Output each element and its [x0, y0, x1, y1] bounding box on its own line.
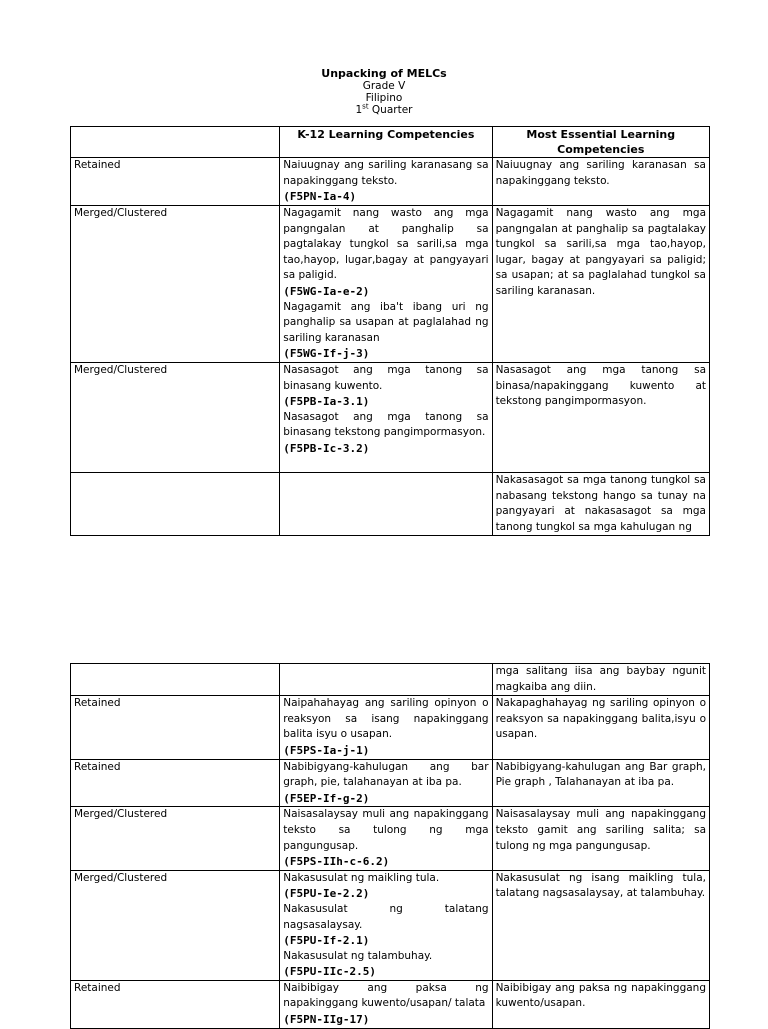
competency-text: Nakasusulat ng talambuhay.: [283, 949, 433, 962]
competency-text: Naisasalaysay muli ang napakinggang teksto sa tulong ng mga pangungusap.: [283, 808, 489, 852]
competency-code: (F5PS-IIh-c-6.2): [283, 855, 390, 869]
competency-text: Nagagamit ang iba't ibang uri ng panghalip sa usapan at paglalahad ng sariling karanasan: [283, 300, 489, 344]
table-row: [71, 472, 710, 535]
competency-text: Naibibigay ang paksa ng napakinggang kuwento/usapan/ talata: [283, 981, 489, 1010]
melc-cell: Nakapaghahayag ng sariling opinyon o reaksyon sa napakinggang balita,isyu o usapan.: [492, 696, 709, 759]
competency-code: (F5EP-If-g-2): [283, 791, 370, 805]
document-title: Unpacking of MELCs: [321, 67, 447, 80]
competency-text: Nakasusulat ng talatang nagsasalaysay.: [283, 902, 489, 931]
competency-code: (F5PU-Ie-2.2): [283, 887, 370, 901]
competency-text: Nabibigyang-kahulugan ang bar graph, pie, talahanayan at iba pa.: [283, 760, 489, 789]
status-cell: Merged/Clustered: [71, 206, 280, 363]
status-cell: Retained: [71, 696, 280, 759]
melc-cell: Nasasagot ang mga tanong sa binasa/napakinggang kuwento at tekstong pangimpormasyon.: [492, 362, 709, 472]
table-row: [71, 696, 710, 759]
competency-code: (F5PU-If-2.1): [283, 934, 370, 948]
k12-competency-cell: [280, 696, 492, 759]
competency-text: Nagagamit nang wasto ang mga pangngalan at panghalip sa pagtalakay tungkol sa sarili,sa mga tao,hayop, lugar,bagay at pangyayari sa paligid.: [283, 207, 489, 282]
competency-text: Nasasagot ang mga tanong sa binasang kuwento.: [283, 363, 489, 392]
k12-competency-cell: [280, 472, 492, 535]
document-header: [0, 68, 768, 116]
k12-competency-cell: [280, 158, 492, 206]
header-status: [71, 127, 280, 158]
melc-cell: Naisasalaysay muli ang napakinggang teksto gamit ang sariling salita; sa tulong ng mga pangungusap.: [492, 807, 709, 870]
competency-code: (F5PU-IIc-2.5): [283, 965, 376, 979]
k12-competency-cell: [280, 759, 492, 807]
competency-text: Nakasusulat ng maikling tula.: [283, 871, 440, 884]
competency-code: (F5PB-Ia-3.1): [283, 395, 370, 409]
melc-cell: Nakasasagot sa mga tanong tungkol sa nabasang tekstong hango sa tunay na pangyayari at nakasasagot sa mga tanong tungkol sa mga kahulugan ng: [492, 472, 709, 535]
table-row: [71, 206, 710, 363]
competency-code: (F5WG-If-j-3): [283, 347, 370, 361]
melc-cell: Naiuugnay ang sariling karanasan sa napakinggang teksto.: [492, 158, 709, 206]
melc-table-page-2: [70, 663, 710, 1029]
status-cell: Merged/Clustered: [71, 870, 280, 980]
quarter-label: 1st Quarter: [355, 102, 413, 116]
header-melc: Most Essential Learning Competencies: [492, 127, 709, 158]
status-cell: Retained: [71, 759, 280, 807]
competency-text: Nasasagot ang mga tanong sa binasang tekstong pangimpormasyon.: [283, 410, 489, 439]
table-row: [71, 980, 710, 1028]
competency-text: Naiuugnay ang sariling karanasang sa napakinggang teksto.: [283, 159, 489, 187]
status-cell: [71, 664, 280, 696]
k12-competency-cell: [280, 362, 492, 472]
k12-competency-cell: [280, 870, 492, 980]
table-row: [71, 807, 710, 870]
table-row: [71, 759, 710, 807]
melc-cell: Nagagamit nang wasto ang mga pangngalan at panghalip sa pagtalakay tungkol sa sarili,sa mga tao,hayop, lugar, bagay at pangyayari sa paligid; sa usapan; at sa paglalahad tungkol sa sariling karanasan.: [492, 206, 709, 363]
competency-code: (F5PB-Ic-3.2): [283, 441, 370, 455]
melc-cell: Nakasusulat ng isang maikling tula, talatang nagsasalaysay, at talambuhay.: [492, 870, 709, 980]
k12-competency-cell: [280, 980, 492, 1028]
status-cell: Retained: [71, 980, 280, 1028]
melc-table-page-1: [70, 126, 710, 536]
melc-cell: Nabibigyang-kahulugan ang Bar graph, Pie graph , Talahanayan at iba pa.: [492, 759, 709, 807]
status-cell: Merged/Clustered: [71, 362, 280, 472]
table-row: [71, 664, 710, 696]
k12-competency-cell: [280, 664, 492, 696]
competency-code: (F5PS-Ia-j-1): [283, 743, 370, 757]
k12-competency-cell: [280, 206, 492, 363]
status-cell: Merged/Clustered: [71, 807, 280, 870]
k12-competency-cell: [280, 807, 492, 870]
status-cell: Retained: [71, 158, 280, 206]
table-row: [71, 158, 710, 206]
melc-cell: mga salitang iisa ang baybay ngunit magkaiba ang diin.: [492, 664, 709, 696]
subject-label: Filipino: [365, 92, 403, 104]
competency-code: (F5PN-Ia-4): [283, 190, 357, 204]
header-k12: K-12 Learning Competencies: [280, 127, 492, 158]
competency-code: (F5PN-IIg-17): [283, 1013, 370, 1027]
status-cell: [71, 472, 280, 535]
competency-code: (F5WG-Ia-e-2): [283, 284, 370, 298]
competency-text: Naipahahayag ang sariling opinyon o reaksyon sa isang napakinggang balita isyu o usapan.: [283, 697, 489, 741]
grade-label: Grade V: [362, 80, 406, 92]
table-row: [71, 870, 710, 980]
melc-cell: Naibibigay ang paksa ng napakinggang kuwento/usapan.: [492, 980, 709, 1028]
table-header-row: [71, 127, 710, 158]
table-row: [71, 362, 710, 472]
